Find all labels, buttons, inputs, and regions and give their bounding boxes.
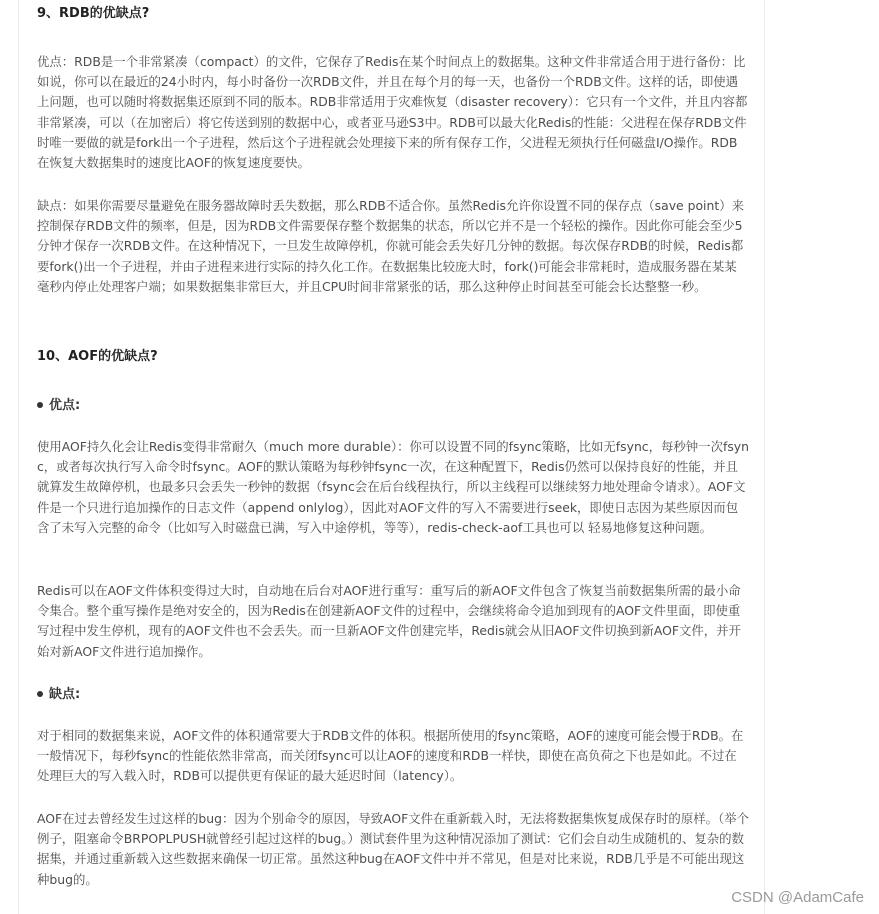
aof-heading: 10、AOF的优缺点?	[37, 349, 158, 364]
aof-cons-title-label: 缺点:	[49, 687, 81, 702]
rdb-cons-paragraph: 缺点：如果你需要尽量避免在服务器故障时丢失数据，那么RDB不适合你。虽然Redis允许你设置不同的保存点（save point）来控制保存RDB文件的频率，但是，因为RDB文件需要保存整个数据集的状态，所以它并不是一个轻松的操作。因此你可能会至少5分钟才保存一次RDB文件。在这种情况下，一旦发生故障停机，你就可能会丢失好几分钟的数据。每次保存RDB的时候，Redis都要fork()出一个子进程，并由子进程来进行实际的持久化工作。在数据集比较庞大时，fork()可能会非常耗时，造成服务器在某某毫秒内停止处理客户端；如果数据集非常巨大，并且CPU时间非常紧张的话，那么这种停止时间甚至可能会长达整整一秒。	[37, 198, 744, 294]
aof-cons-paragraph-2: AOF在过去曾经发生过这样的bug：因为个别命令的原因，导致AOF文件在重新载入时，无法将数据集恢复成保存时的原样。（举个例子，阻塞命令BRPOPLPUSH就曾经引起过这样的bug。）测试套件里为这种情况添加了测试：它们会自动生成随机的、复杂的数据集，并通过重新载入这些数据来确保一切正常。虽然这种bug在AOF文件中并不常见，但是对比来说，RDB几乎是不可能出现这种bug的。	[37, 811, 749, 887]
aof-pros-title	[37, 396, 80, 416]
aof-pros-title-label: 优点:	[49, 398, 81, 413]
aof-pros-paragraph-1: 使用AOF持久化会让Redis变得非常耐久（much more durable）：你可以设置不同的fsync策略，比如无fsync，每秒钟一次fsync，或者每次执行写入命令时fsync。AOF的默认策略为每秒钟fsync一次，在这种配置下，Redis仍然可以保持良好的性能，并且就算发生故障停机，也最多只会丢失一秒钟的数据（fsync会在后台线程执行，所以主线程可以继续努力地处理命令请求）。AOF文件是一个只进行追加操作的日志文件（append onlylog），因此对AOF文件的写入不需要进行seek，即使日志因为某些原因而包含了未写入完整的命令（比如写入时磁盘已满，写入中途停机，等等），redis-check-aof工具也可以 轻易地修复这种问题。	[37, 439, 749, 535]
aof-pros-paragraph-2: Redis可以在AOF文件体积变得过大时，自动地在后台对AOF进行重写：重写后的新AOF文件包含了恢复当前数据集所需的最小命令集合。整个重写操作是绝对安全的，因为Redis在创建新AOF文件的过程中，会继续将命令追加到现有的AOF文件里面，即使重写过程中发生停机，现有的AOF文件也不会丢失。而一旦新AOF文件创建完毕，Redis就会从旧AOF文件切换到新AOF文件，并开始对新AOF文件进行追加操作。	[37, 583, 741, 659]
rdb-heading: 9、RDB的优缺点?	[37, 6, 150, 21]
csdn-watermark: CSDN @AdamCafe	[731, 889, 864, 906]
rdb-pros-paragraph: 优点：RDB是一个非常紧凑（compact）的文件，它保存了Redis在某个时间点上的数据集。这种文件非常适合用于进行备份：比如说，你可以在最近的24小时内，每小时备份一次RDB文件，并且在每个月的每一天，也备份一个RDB文件。这样的话，即使遇上问题，也可以随时将数据集还原到不同的版本。RDB非常适用于灾难恢复（disaster recovery）：它只有一个文件，并且内容都非常紧凑，可以（在加密后）将它传送到别的数据中心，或者亚马逊S3中。RDB可以最大化Redis的性能：父进程在保存RDB文件时唯一要做的就是fork出一个子进程，然后这个子进程就会处理接下来的所有保存工作，父进程无须执行任何磁盘I/O操作。RDB在恢复大数据集时的速度比AOF的恢复速度要快。	[37, 54, 748, 171]
bullet-icon	[37, 691, 43, 697]
aof-cons-title	[37, 685, 80, 705]
article-body	[18, 0, 765, 914]
aof-cons-paragraph-1: 对于相同的数据集来说，AOF文件的体积通常要大于RDB文件的体积。根据所使用的fsync策略，AOF的速度可能会慢于RDB。在一般情况下，每秒fsync的性能依然非常高，而关闭fsync可以让AOF的速度和RDB一样快，即使在高负荷之下也是如此。不过在处理巨大的写入载入时，RDB可以提供更有保证的最大延迟时间（latency）。	[37, 728, 744, 784]
bullet-icon	[37, 402, 43, 408]
